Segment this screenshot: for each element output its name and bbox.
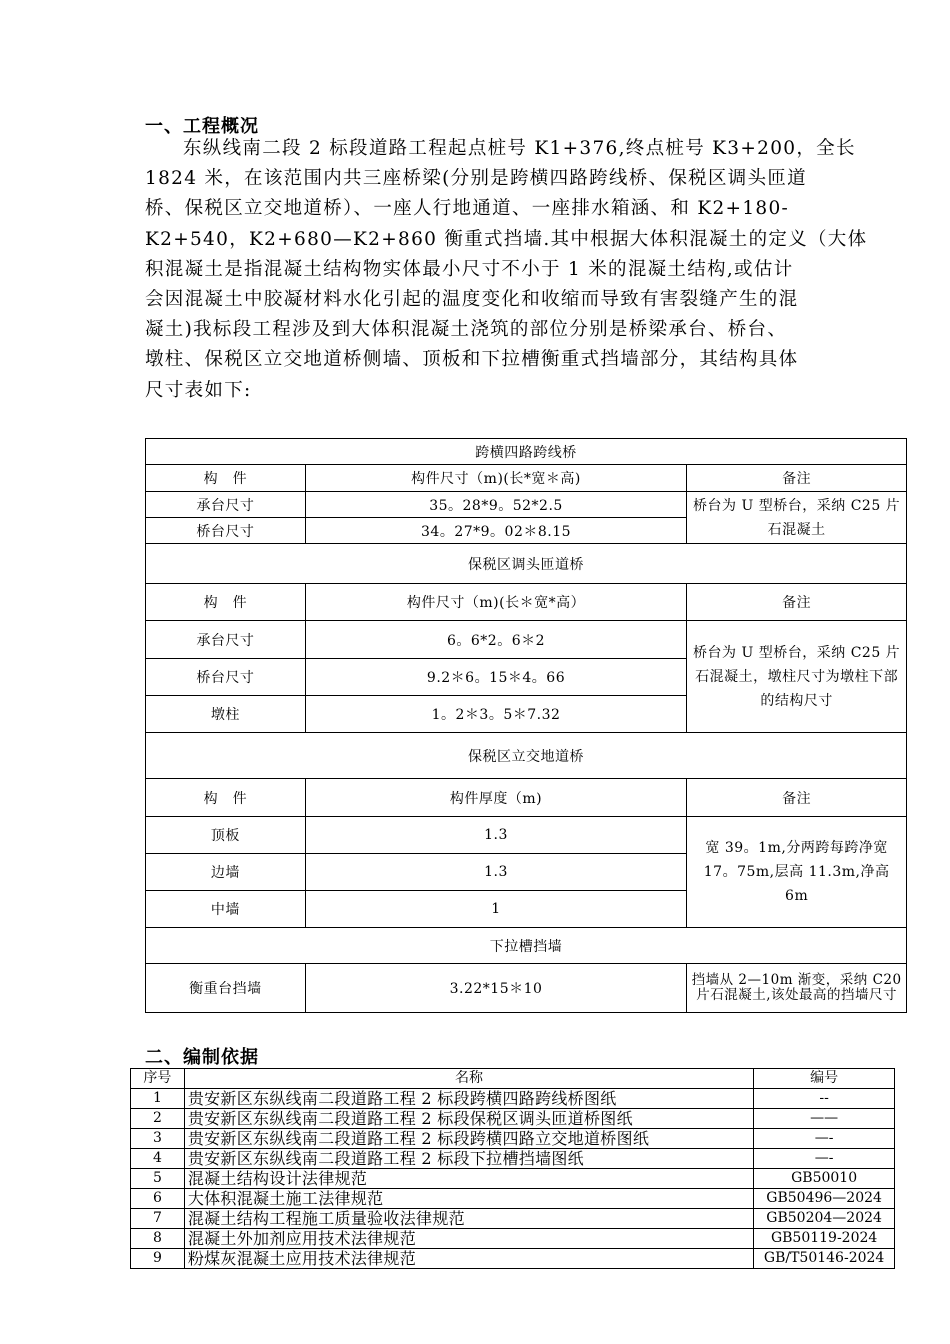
row-name: 混凝土结构设计法律规范 <box>184 1169 753 1189</box>
row-code: —- <box>754 1129 895 1149</box>
member-name: 顶板 <box>146 817 306 854</box>
member-size: 1.3 <box>305 854 686 891</box>
reference-table <box>130 1068 895 1269</box>
bridge-title: 跨横四路跨线桥 <box>146 439 907 465</box>
member-size: 9.2＊6。15＊4。66 <box>305 659 686 696</box>
table-row <box>131 1209 895 1229</box>
table-row <box>131 1149 895 1169</box>
paragraph-line: 桥、保税区立交地道桥）、一座人行地通道、一座排水箱涵、和 K2+180- <box>145 198 790 220</box>
bridge-title: 保税区立交地道桥 <box>146 733 907 779</box>
table-row <box>131 1089 895 1109</box>
member-name: 墩柱 <box>146 696 306 733</box>
table-row <box>131 1229 895 1249</box>
bridge-title: 保税区调头匝道桥 <box>146 544 907 584</box>
header-note: 备注 <box>687 465 907 492</box>
header-member: 构 件 <box>146 465 306 492</box>
member-size: 35。28*9。52*2.5 <box>305 492 686 518</box>
member-size: 1.3 <box>305 817 686 854</box>
header-note: 备注 <box>687 584 907 621</box>
member-name: 边墙 <box>146 854 306 891</box>
row-name: 混凝土外加剂应用技术法律规范 <box>184 1229 753 1249</box>
table-row <box>131 1109 895 1129</box>
row-no: 7 <box>131 1209 185 1229</box>
section-heading-overview: 一、工程概况 <box>145 116 259 137</box>
member-name: 衡重台挡墙 <box>146 964 306 1013</box>
header-member: 构 件 <box>146 779 306 817</box>
table-row <box>131 1129 895 1149</box>
row-name: 贵安新区东纵线南二段道路工程 2 标段下拉槽挡墙图纸 <box>184 1149 753 1169</box>
member-size: 34。27*9。02＊8.15 <box>305 518 686 544</box>
row-no: 9 <box>131 1249 185 1269</box>
header-member: 构 件 <box>146 584 306 621</box>
member-note: 桥台为 U 型桥台，采纳 C25 片石混凝土，墩柱尺寸为墩柱下部的结构尺寸 <box>687 621 907 733</box>
paragraph-line: 墩柱、保税区立交地道桥侧墙、顶板和下拉槽衡重式挡墙部分，其结构具体 <box>145 349 799 371</box>
row-code: -- <box>754 1089 895 1109</box>
member-note: 桥台为 U 型桥台，采纳 C25 片石混凝土 <box>687 492 907 544</box>
member-size: 3.22*15＊10 <box>305 964 686 1013</box>
member-note: 宽 39。1m,分两跨每跨净宽 17。75m,层高 11.3m,净高 6m <box>687 817 907 928</box>
row-no: 4 <box>131 1149 185 1169</box>
table-row <box>131 1189 895 1209</box>
header-name: 名称 <box>184 1069 753 1089</box>
paragraph-line: 会因混凝土中胶凝材料水化引起的温度变化和收缩而导致有害裂缝产生的混 <box>145 289 799 311</box>
structure-dimension-table <box>145 438 907 1013</box>
row-no: 2 <box>131 1109 185 1129</box>
header-size: 构件尺寸（m)(长＊宽*高） <box>305 584 686 621</box>
row-no: 5 <box>131 1169 185 1189</box>
header-no: 序号 <box>131 1069 185 1089</box>
paragraph-line: 积混凝土是指混凝土结构物实体最小尺寸不小于 1 米的混凝土结构,或估计 <box>145 258 794 280</box>
paragraph-line: 东纵线南二段 2 标段道路工程起点桩号 K1+376,终点桩号 K3+200，全长 <box>183 138 856 159</box>
row-no: 6 <box>131 1189 185 1209</box>
header-size: 构件尺寸（m)(长*宽＊高) <box>305 465 686 492</box>
row-no: 1 <box>131 1089 185 1109</box>
row-code: GB50010 <box>754 1169 895 1189</box>
member-name: 桥台尺寸 <box>146 518 306 544</box>
row-name: 贵安新区东纵线南二段道路工程 2 标段跨横四路跨线桥图纸 <box>184 1089 753 1109</box>
member-name: 桥台尺寸 <box>146 659 306 696</box>
row-code: GB50204—2024 <box>754 1209 895 1229</box>
row-code: GB50119-2024 <box>754 1229 895 1249</box>
row-name: 大体积混凝土施工法律规范 <box>184 1189 753 1209</box>
paragraph-line: 尺寸表如下: <box>145 379 252 401</box>
header-size: 构件厚度（m) <box>305 779 686 817</box>
member-name: 承台尺寸 <box>146 621 306 659</box>
paragraph-line: K2+540，K2+680—K2+860 衡重式挡墙.其中根据大体积混凝土的定义（大体 <box>145 228 868 250</box>
paragraph-line: 1824 米，在该范围内共三座桥梁(分别是跨横四路跨线桥、保税区调头匝道 <box>145 168 807 190</box>
member-name: 中墙 <box>146 891 306 928</box>
row-no: 8 <box>131 1229 185 1249</box>
row-name: 贵安新区东纵线南二段道路工程 2 标段跨横四路立交地道桥图纸 <box>184 1129 753 1149</box>
row-name: 粉煤灰混凝土应用技术法律规范 <box>184 1249 753 1269</box>
header-note: 备注 <box>687 779 907 817</box>
member-size: 1 <box>305 891 686 928</box>
member-size: 6。6*2。6＊2 <box>305 621 686 659</box>
row-no: 3 <box>131 1129 185 1149</box>
overview-paragraph <box>145 134 885 406</box>
row-code: —- <box>754 1149 895 1169</box>
member-size: 1。2＊3。5＊7.32 <box>305 696 686 733</box>
table-row <box>131 1169 895 1189</box>
wall-title: 下拉槽挡墙 <box>146 928 907 964</box>
table-row <box>131 1249 895 1269</box>
member-name: 承台尺寸 <box>146 492 306 518</box>
section-heading-basis: 二、编制依据 <box>145 1047 259 1068</box>
member-note: 挡墙从 2—10m 渐变，采纳 C20 片石混凝土,该处最高的挡墙尺寸 <box>687 964 907 1013</box>
paragraph-line: 凝土)我标段工程涉及到大体积混凝土浇筑的部位分别是桥梁承台、桥台、 <box>145 319 788 341</box>
row-name: 混凝土结构工程施工质量验收法律规范 <box>184 1209 753 1229</box>
row-code: GB/T50146-2024 <box>754 1249 895 1269</box>
row-code: GB50496—2024 <box>754 1189 895 1209</box>
row-name: 贵安新区东纵线南二段道路工程 2 标段保税区调头匝道桥图纸 <box>184 1109 753 1129</box>
row-code: —— <box>754 1109 895 1129</box>
header-code: 编号 <box>754 1069 895 1089</box>
